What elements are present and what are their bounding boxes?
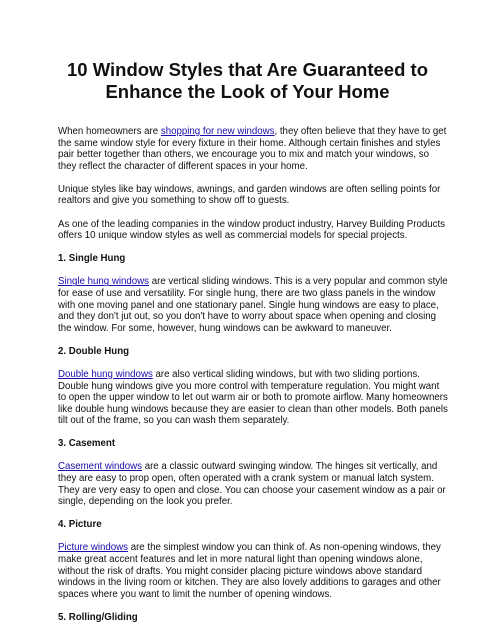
section-heading-double-hung: 2. Double Hung [58, 345, 130, 357]
picture-link[interactable]: Picture windows [58, 542, 128, 554]
section-heading-rolling-gliding: 5. Rolling/Gliding [58, 611, 138, 623]
picture-text: are the simplest window you can think of. As non-opening windows, they make great accent features and let in more natural light than opening windows alone, without the risk of drafts. You might consider placing picture windows above standard windows in the living room or kitchen. They are also lovely additions to garages and other spaces where you want to limit the number of opening windows. [58, 542, 441, 600]
intro-text-start: When homeowners are [58, 126, 161, 137]
double-hung-text: are also vertical sliding windows, but with two sliding portions. Double hung windows give you more control with temperature regulation. You might want to open the upper window to let out warm air or both to promote airflow. Many homeowners like double hung windows because they are easier to clean than other models. Both panels tilt out of the frame, so you can wash them separately. [58, 368, 448, 427]
casement-paragraph [58, 461, 450, 507]
picture-paragraph [58, 542, 450, 600]
single-hung-paragraph [58, 276, 450, 334]
double-hung-link[interactable]: Double hung windows [58, 368, 153, 380]
casement-text: are a classic outward swinging window. The hinges sit vertically, and they are easy to prop open, often operated with a crank system or manual latch system. They are very easy to open and close. You can choose your casement window as a pair or single, depending on the look you prefer. [58, 461, 446, 508]
casement-link[interactable]: Casement windows [58, 461, 142, 473]
double-hung-paragraph [58, 369, 450, 427]
page-title: 10 Window Styles that Are Guaranteed to Enhance the Look of Your Home [67, 59, 428, 102]
unique-styles-paragraph: Unique styles like bay windows, awnings, and garden windows are often selling points for realtors and give you something to show off to guests. [58, 183, 441, 207]
intro-paragraph [58, 126, 450, 172]
section-heading-casement: 3. Casement [58, 438, 116, 450]
company-paragraph: As one of the leading companies in the window product industry, Harvey Building Products offers 10 unique window styles as well as commercial models for special projects. [58, 218, 445, 242]
article-body [58, 126, 450, 635]
single-hung-text: are vertical sliding windows. This is a very popular and common style for ease of use and versatility. For single hung, there are two glass panels in the window with one moving panel and one stationary panel. Single hung windows are easy to place, and they don't jut out, so you don't have to worry about space when opening and closing the window. For some, however, hung windows can be awkward to maneuver. [58, 276, 448, 334]
intro-text-end: , they often believe that they have to get the same window style for every fixture in their home. Although certain finishes and styles pair better together than others, we encourage you to mix and match your windows, so they reflect the character of different spaces in your home. [58, 126, 447, 172]
single-hung-link[interactable]: Single hung windows [58, 276, 150, 288]
section-heading-single-hung: 1. Single Hung [58, 253, 126, 265]
section-heading-picture: 4. Picture [58, 519, 102, 531]
shopping-link[interactable]: shopping for new windows [160, 126, 275, 137]
